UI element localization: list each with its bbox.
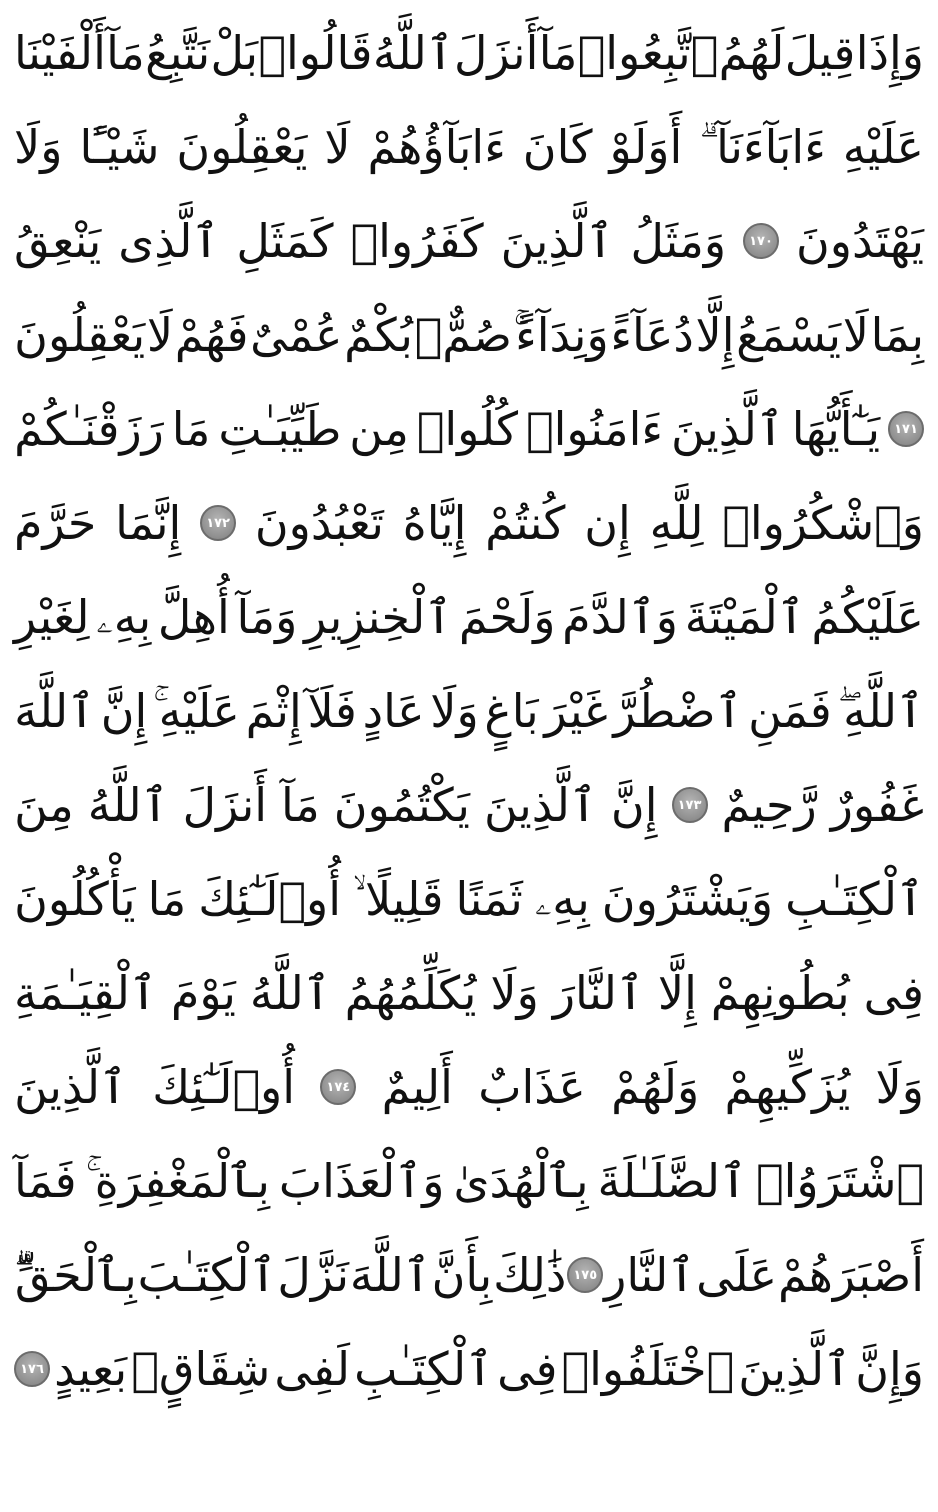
verse-word: حَرَّمَ — [14, 496, 97, 550]
verse-word: بُطُونِهِمْ — [710, 966, 850, 1020]
verse-word: ٱللَّهِ — [843, 684, 924, 738]
verse-word: مَآ — [106, 26, 145, 80]
verse-word: وَلَحْمَ — [458, 590, 556, 644]
verse-word: ٱلَّذِى — [118, 214, 220, 268]
verse-word: تَعْبُدُونَ — [254, 496, 384, 550]
verse-word: ءَابَآؤُهُمْ — [367, 120, 506, 174]
verse-word: إِنَّمَا — [115, 496, 182, 550]
verse-word: إِثْمَ — [245, 684, 302, 738]
verse-word: يُزَكِّيهِمْ — [724, 1060, 851, 1114]
verse-word: عُمْىٌ — [250, 308, 343, 362]
verse-word: ٱلَّذِينَ — [14, 1060, 128, 1114]
verse-word: بِٱلْهُدَىٰ — [453, 1154, 589, 1208]
verse-word: يَـٰٓأَيُّهَا — [791, 402, 881, 456]
verse-word: ٱلَّذِينَ — [483, 778, 597, 832]
verse-word: عَادٍ — [362, 684, 425, 738]
verse-word: عَلَيْكُمُ — [811, 590, 924, 644]
verse-line — [14, 1134, 924, 1228]
verse-word: أَنزَلَ — [182, 778, 268, 832]
verse-word: فَمَآ — [14, 1154, 77, 1208]
verse-line — [14, 194, 924, 288]
verse-word: لِغَيْرِ — [14, 590, 90, 644]
verse-word: عَلَى — [696, 1248, 778, 1302]
verse-word: ٱلَّذِينَ — [670, 402, 784, 456]
verse-word: ٱلْكِتَـٰبِ — [785, 872, 924, 926]
verse-line — [14, 1040, 924, 1134]
verse-word: ٱلْمَيْتَةَ — [684, 590, 805, 644]
verse-line — [14, 946, 924, 1040]
verse-word: كُلُوا۟ — [416, 402, 519, 456]
verse-word: وَٱلدَّمَ — [562, 590, 678, 644]
verse-word: شِقَاقٍۭ — [131, 1342, 271, 1396]
verse-word: ٱللَّهُ — [87, 778, 169, 832]
verse-word: ٱللَّهَ — [349, 1248, 431, 1302]
verse-word: طَيِّبَـٰتِ — [218, 402, 342, 456]
verse-word: ٱللَّهُ — [372, 26, 454, 80]
verse-word: قِيلَ — [784, 26, 856, 80]
verse-line — [14, 664, 924, 758]
verse-word: وَإِنَّ — [855, 1342, 924, 1396]
verse-word: ٱلَّذِينَ — [500, 214, 614, 268]
verse-word: يَوْمَ — [170, 966, 236, 1020]
ayah-number-marker: ١٧٠ — [743, 223, 779, 259]
verse-word: كَمَثَلِ — [236, 214, 334, 268]
verse-word: ٱلنَّارِ — [604, 1248, 696, 1302]
verse-word: فِى — [497, 1342, 558, 1396]
verse-word: عَلَيْهِ — [158, 684, 240, 738]
verse-word: ٱلْكِتَـٰبَ — [137, 1248, 277, 1302]
verse-word: وَلَا — [490, 966, 539, 1020]
verse-word: لَا — [324, 120, 351, 174]
verse-word: فَمَنِ — [748, 684, 832, 738]
verse-word: مَا — [147, 872, 187, 926]
verse-word: بَعِيدٍ — [54, 1342, 128, 1396]
verse-word: إِلَّا — [657, 966, 697, 1020]
verse-word: بَاغٍ — [484, 684, 539, 738]
verse-word: عَلَيْهِ — [842, 120, 924, 174]
verse-word: مَآ — [538, 26, 578, 80]
verse-word: شَيْـًٔا — [79, 120, 160, 174]
verse-word: وَلَا — [430, 684, 479, 738]
verse-word: فَلَآ — [307, 684, 357, 738]
ayah-number-marker: ١٧٦ — [14, 1351, 50, 1387]
verse-word: قَلِيلًا — [364, 872, 444, 926]
verse-word: رَّحِيمٌ — [721, 778, 817, 832]
verse-word: ٱللَّهَ — [14, 684, 96, 738]
verse-word: أُو۟لَـٰٓئِكَ — [198, 872, 341, 926]
verse-word: أَلْفَيْنَا — [14, 26, 106, 80]
verse-word: أُو۟لَـٰٓئِكَ — [152, 1060, 296, 1114]
verse-word: مِن — [349, 402, 409, 456]
verse-word: نَزَّلَ — [277, 1248, 350, 1302]
verse-word: لَا — [842, 308, 869, 362]
verse-word: إِلَّا — [695, 308, 735, 362]
verse-word: بِٱلْمَغْفِرَةِ — [94, 1154, 270, 1208]
ayah-number-marker: ١٧٤ — [320, 1069, 356, 1105]
verse-word: وَإِذَا — [855, 26, 924, 80]
verse-word: لَا — [146, 308, 174, 362]
verse-word: لَفِى — [274, 1342, 351, 1396]
verse-word: ٱلنَّارَ — [552, 966, 644, 1020]
verse-word: فَهُمْ — [174, 308, 249, 362]
verse-word: غَيْرَ — [544, 684, 608, 738]
verse-word: ٱلْخِنزِيرِ — [304, 590, 453, 644]
verse-word: وَمَآ — [236, 590, 298, 644]
verse-word: إِنَّ — [610, 778, 658, 832]
verse-word: بُكْمٌ — [344, 308, 413, 362]
verse-word: إِن — [584, 496, 631, 550]
verse-word: أَنزَلَ — [454, 26, 539, 80]
verse-word: أَوَلَوْ — [609, 120, 683, 174]
ayah-number-marker: ١٧١ — [888, 411, 924, 447]
verse-word: دُعَآءً — [610, 308, 694, 362]
verse-word: ٱضْطُرَّ — [613, 684, 743, 738]
verse-line — [14, 476, 924, 570]
verse-word: وَلَا — [14, 120, 63, 174]
verse-word: مَا — [171, 402, 211, 456]
verse-line — [14, 758, 924, 852]
verse-word: كَانَ — [522, 120, 593, 174]
verse-word: رَزَقْنَـٰكُمْ — [14, 402, 164, 456]
verse-word: أَلِيمٌ — [381, 1060, 453, 1114]
verse-line — [14, 100, 924, 194]
verse-word: ءَابَآءَنَآ — [716, 120, 826, 174]
verse-word: وَٱلْعَذَابَ — [278, 1154, 445, 1208]
verse-word: يَعْقِلُونَ — [14, 308, 146, 362]
verse-word: لَهُمُ — [718, 26, 785, 80]
verse-word: ٱلْقِيَـٰمَةِ — [14, 966, 157, 1020]
verse-word: بَلْ — [210, 26, 259, 80]
verse-word: يَسْمَعُ — [736, 308, 842, 362]
verse-word: مِنَ — [14, 778, 74, 832]
verse-word: أَصْبَرَهُمْ — [778, 1248, 924, 1302]
verse-word: كُنتُمْ — [485, 496, 566, 550]
verse-word: بِأَنَّ — [431, 1248, 493, 1302]
verse-word: ٱللَّهُ — [249, 966, 331, 1020]
verse-word: ٱشْتَرَوُا۟ — [755, 1154, 924, 1208]
verse-word: يَأْكُلُونَ — [14, 872, 136, 926]
verse-word: ٱتَّبِعُوا۟ — [577, 26, 719, 80]
verse-word: يَعْقِلُونَ — [176, 120, 308, 174]
verse-word: إِنَّ — [100, 684, 148, 738]
ayah-number-marker: ١٧٣ — [672, 787, 708, 823]
verse-word: بِهِۦ — [534, 872, 590, 926]
verse-word: ٱلَّذِينَ — [738, 1342, 852, 1396]
verse-word: ءَامَنُوا۟ — [525, 402, 664, 456]
verse-word: نَتَّبِعُ — [145, 26, 211, 80]
verse-word: وَٱشْكُرُوا۟ — [722, 496, 924, 550]
verse-word: يَنْعِقُ — [14, 214, 102, 268]
verse-word: إِيَّاهُ — [402, 496, 467, 550]
verse-line — [14, 6, 924, 100]
verse-line — [14, 382, 924, 476]
verse-word: وَلَا — [875, 1060, 924, 1114]
verse-word: ذَٰلِكَ — [493, 1248, 567, 1302]
verse-word: ٱلضَّلَـٰلَةَ — [597, 1154, 748, 1208]
verse-word: ثَمَنًا — [455, 872, 523, 926]
verse-word: أُهِلَّ — [157, 590, 230, 644]
verse-line — [14, 570, 924, 664]
verse-word: يَكْتُمُونَ — [333, 778, 470, 832]
verse-line — [14, 288, 924, 382]
verse-line — [14, 1322, 924, 1416]
verse-word: يُكَلِّمُهُمُ — [344, 966, 477, 1020]
verse-word: قَالُوا۟ — [258, 26, 373, 80]
verse-word: صُمٌّۢ — [414, 308, 512, 362]
verse-word: وَمَثَلُ — [630, 214, 727, 268]
verse-word: بِٱلْحَقِّ — [14, 1248, 137, 1302]
verse-line — [14, 852, 924, 946]
verse-word: كَفَرُوا۟ — [350, 214, 484, 268]
verse-word: وَلَهُمْ — [611, 1060, 700, 1114]
verse-line — [14, 1228, 924, 1322]
verse-word: وَيَشْتَرُونَ — [601, 872, 774, 926]
ayah-number-marker: ١٧٥ — [567, 1257, 603, 1293]
verse-word: عَذَابٌ — [478, 1060, 586, 1114]
verse-word: فِى — [863, 966, 924, 1020]
verse-word: ٱلْكِتَـٰبِ — [354, 1342, 494, 1396]
verse-word: وَنِدَآءً — [515, 308, 609, 362]
verse-word: غَفُورٌ — [830, 778, 924, 832]
verse-word: بِمَا — [870, 308, 924, 362]
verse-word: مَآ — [281, 778, 320, 832]
verse-word: لِلَّهِ — [649, 496, 704, 550]
verse-word: يَهْتَدُونَ — [795, 214, 924, 268]
ayah-number-marker: ١٧٢ — [200, 505, 236, 541]
verse-word: بِهِۦ — [96, 590, 152, 644]
verse-word: ٱخْتَلَفُوا۟ — [561, 1342, 735, 1396]
